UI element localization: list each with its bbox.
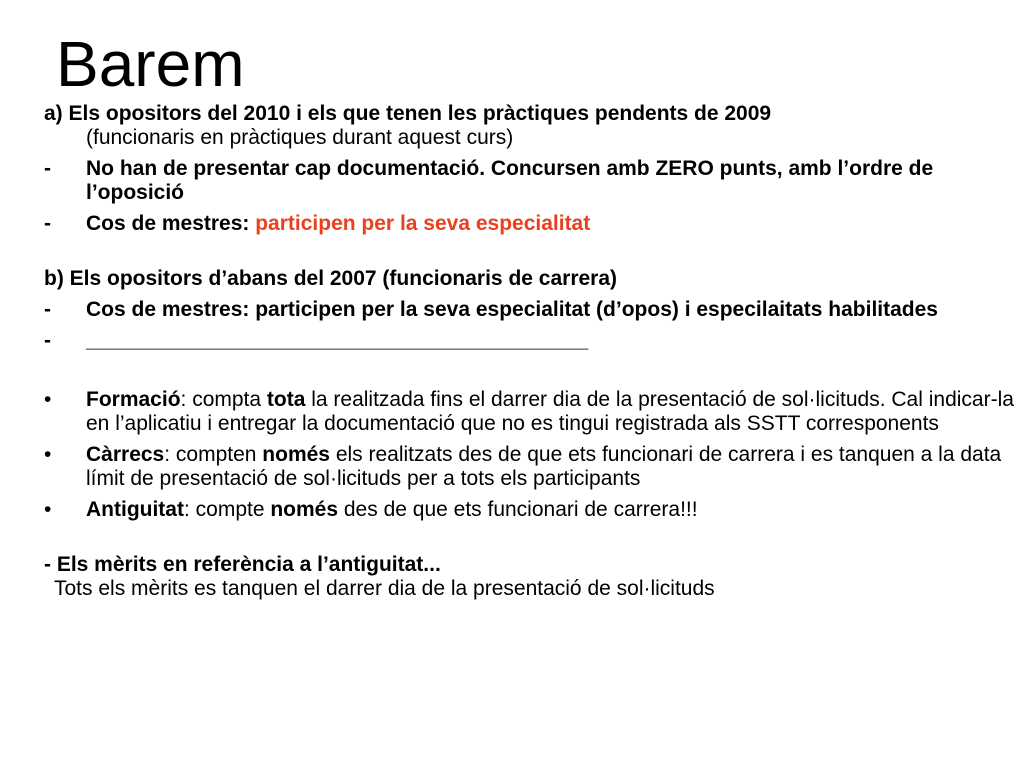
- dash-marker: -: [44, 298, 51, 321]
- spacer: [44, 236, 1014, 267]
- bullet-text-1: : compta: [180, 388, 267, 411]
- blank-line: ___________________________________________: [86, 329, 589, 352]
- spacer: [44, 436, 1014, 443]
- section-b-item-2: [44, 329, 1014, 353]
- bullet-text-1: : compten: [164, 443, 263, 466]
- section-a-heading: a) Els opositors del 2010 i els que tenen les pràctiques pendents de 2009: [44, 102, 772, 125]
- section-a-subheading: (funcionaris en pràctiques durant aquest curs): [86, 126, 514, 149]
- bullet-text-2: els realitzats des de que ets funcionari de carrera i es tanquen a la data límit de presentació de sol·licituds per a tots els participants: [86, 443, 1002, 490]
- spacer: [44, 353, 1014, 388]
- section-b-item-1-text: Cos de mestres: participen per la seva especialitat (d’opos) i especilaitats habilitades: [86, 298, 938, 321]
- bullet-strong: tota: [266, 388, 306, 411]
- bullet-strong: només: [270, 498, 339, 521]
- bullet-carrecs: [44, 443, 1014, 491]
- bullet-text-2: la realitzada fins el darrer dia de la presentació de sol·licituds. Cal indicar-la en l’aplicatiu i entregar la documentació que no es tingui registrada als SSTT corresponents: [86, 388, 1014, 435]
- slide-title: Barem: [56, 28, 245, 100]
- bullet-label: Càrrecs: [86, 443, 165, 466]
- spacer: [44, 491, 1014, 498]
- spacer: [44, 291, 1014, 298]
- spacer: [44, 322, 1014, 329]
- bullet-text-1: : compte: [183, 498, 271, 521]
- bullet-label: Formació: [86, 388, 181, 411]
- section-a-item-2-highlight: participen per la seva especialitat: [255, 212, 591, 235]
- slide-body: [44, 102, 1014, 601]
- spacer: [44, 205, 1014, 212]
- dash-marker: -: [44, 212, 51, 235]
- dash-marker: -: [44, 157, 51, 180]
- section-a-item-2: [44, 212, 1014, 236]
- dash-marker: -: [44, 329, 51, 352]
- bullet-marker: •: [44, 443, 52, 466]
- bullet-formacio: [44, 388, 1014, 436]
- spacer: [44, 522, 1014, 553]
- bullet-marker: •: [44, 388, 52, 411]
- bullet-marker: •: [44, 498, 52, 521]
- bullet-label: Antiguitat: [86, 498, 184, 521]
- section-a-item-2-lead: Cos de mestres:: [86, 212, 256, 235]
- section-a-item-1-text: No han de presentar cap documentació. Concursen amb ZERO punts, amb l’ordre de l’oposició: [86, 157, 934, 204]
- footer-text: Tots els mèrits es tanquen el darrer dia de la presentació de sol·licituds: [54, 577, 715, 600]
- section-b-item-1: [44, 298, 1014, 322]
- bullet-antiguitat: [44, 498, 1014, 522]
- section-a-item-1: [44, 157, 1014, 205]
- spacer: [44, 150, 1014, 157]
- bullet-text-2: des de que ets funcionari de carrera!!!: [338, 498, 698, 521]
- section-b-heading: b) Els opositors d’abans del 2007 (funcionaris de carrera): [44, 267, 618, 290]
- footer-heading: - Els mèrits en referència a l’antiguitat...: [44, 553, 441, 576]
- bullet-strong: només: [262, 443, 330, 466]
